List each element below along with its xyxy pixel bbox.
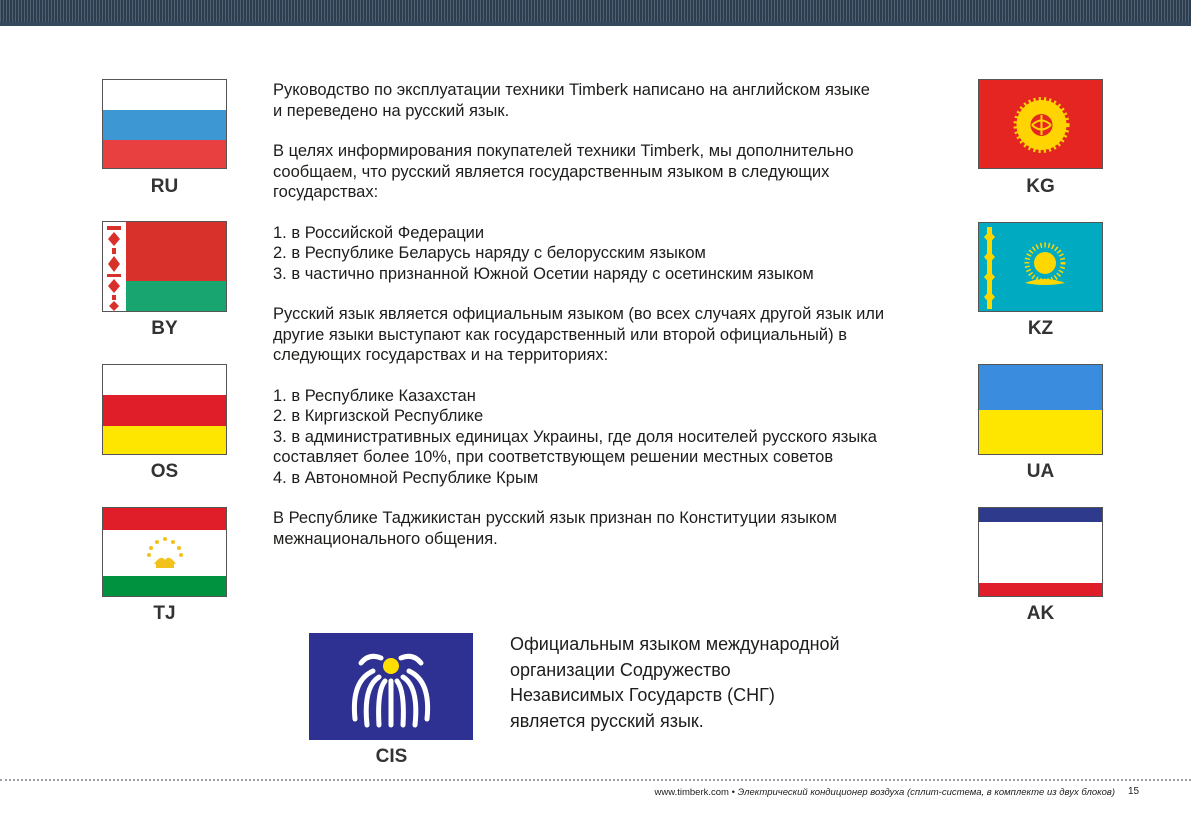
cis-text-line: организации Содружество <box>510 659 731 680</box>
belarus-flag-icon <box>103 222 227 312</box>
text-line: государствах: <box>273 183 379 201</box>
list-item: 3. в частично признанной Южной Осетии наряду с осетинским языком <box>273 264 814 283</box>
cis-text-line: Официальным языком международной <box>510 634 840 654</box>
list-item: 4. в Автономной Республике Крым <box>273 468 539 487</box>
tajikistan-flag-icon <box>103 508 227 597</box>
text-line: следующих государствах и на территориях: <box>273 346 609 364</box>
kazakhstan-flag-icon <box>979 223 1103 312</box>
page-number: 15 <box>1128 786 1140 797</box>
flag-ru <box>102 79 227 169</box>
text-line: и переведено на русский язык. <box>273 101 510 120</box>
russia-flag-icon <box>103 80 227 169</box>
ukraine-flag-icon <box>979 365 1103 455</box>
flag-code-kz: KZ <box>1027 318 1054 339</box>
footer-description: Электрический кондиционер воздуха (сплит-система, в комплекте из двух блоков) <box>737 787 1115 798</box>
top-bar-base <box>0 22 1191 26</box>
cis-text-line: является русский язык. <box>510 710 704 731</box>
flag-code-ua: UA <box>1026 461 1055 482</box>
crimea-flag-icon <box>979 508 1103 597</box>
flag-by <box>102 221 227 312</box>
text-line: межнационального общения. <box>273 529 498 548</box>
list-item: 3. в административных единицах Украины, где доля носителей русского языка <box>273 427 877 446</box>
kyrgyzstan-flag-icon <box>979 80 1103 169</box>
flag-os <box>102 364 227 455</box>
list-item: 1. в Российской Федерации <box>273 223 485 242</box>
text-line: другие языки выступают как государственный или второй официальный) в <box>273 325 847 344</box>
list-item: 2. в Киргизской Республике <box>273 407 484 425</box>
list-item: 2. в Республике Беларусь наряду с белорусским языком <box>273 244 706 262</box>
cis-text <box>510 632 840 734</box>
cis-emblem-icon <box>309 633 473 740</box>
flag-ak <box>978 507 1103 597</box>
flag-code-ak: AK <box>1026 603 1055 624</box>
text-line: Русский язык является официальным языком (во всех случаях другой язык или <box>273 305 885 323</box>
flag-ua <box>978 364 1103 455</box>
footer-text <box>540 787 1115 798</box>
list-item: составляет более 10%, при соответствующем решении местных советов <box>273 448 834 466</box>
south-ossetia-flag-icon <box>103 365 227 455</box>
flag-tj <box>102 507 227 597</box>
main-text <box>273 80 948 549</box>
footer-site-link[interactable]: www.timberk.com <box>654 787 729 798</box>
flag-code-ru: RU <box>150 176 179 197</box>
footer-separator: • <box>728 787 738 798</box>
footer-divider <box>0 779 1191 781</box>
flag-code-cis: CIS <box>375 746 408 767</box>
text-line: сообщаем, что русский является государственным языком в следующих <box>273 162 830 181</box>
flag-code-by: BY <box>151 318 178 339</box>
flag-code-kg: KG <box>1026 176 1055 197</box>
flag-code-tj: TJ <box>153 603 176 624</box>
flag-code-os: OS <box>150 461 179 482</box>
text-line: Руководство по эксплуатации техники Timberk написано на английском языке <box>273 81 870 99</box>
list-item: 1. в Республике Казахстан <box>273 386 476 405</box>
flag-kg <box>978 79 1103 169</box>
text-line: В целях информирования покупателей техники Timberk, мы дополнительно <box>273 142 854 160</box>
text-line: В Республике Таджикистан русский язык признан по Конституции языком <box>273 509 837 527</box>
cis-text-line: Независимых Государств (СНГ) <box>510 685 775 705</box>
flag-kz <box>978 222 1103 312</box>
flag-cis <box>309 633 473 740</box>
